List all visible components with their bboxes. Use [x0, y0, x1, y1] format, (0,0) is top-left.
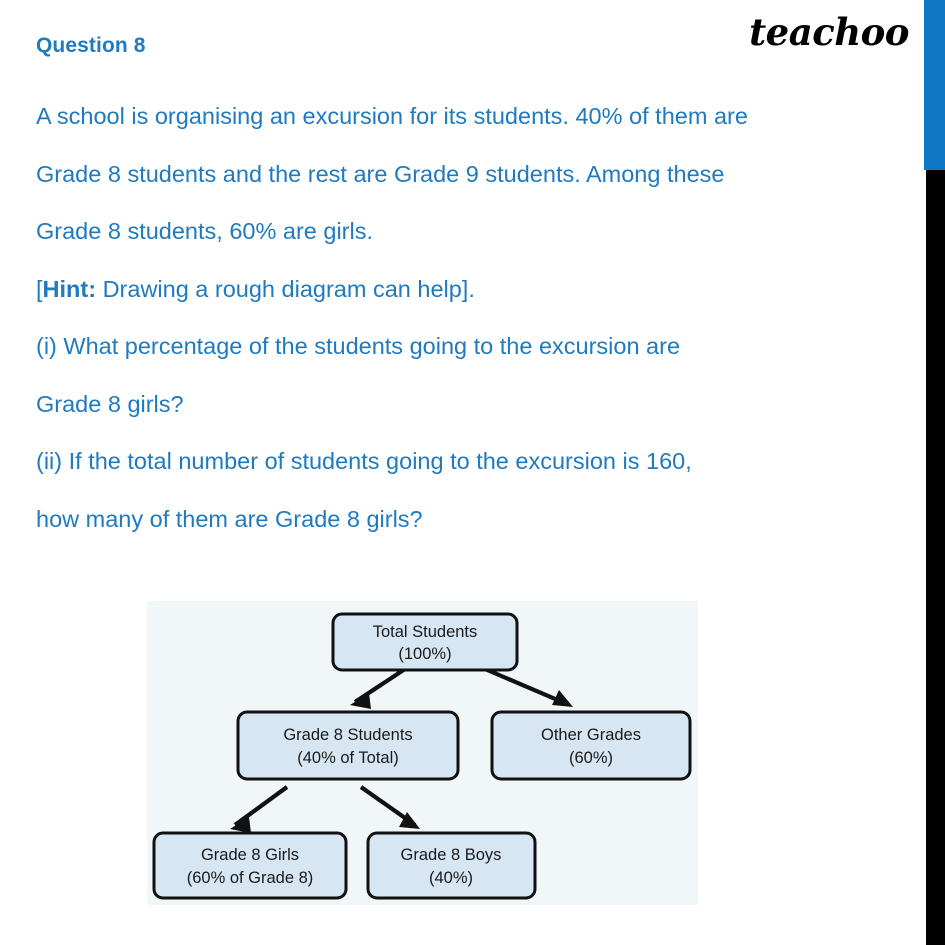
diagram-node-total: [333, 614, 517, 670]
teachoo-logo: teachoo: [749, 10, 909, 54]
tree-diagram-panel: [147, 601, 698, 905]
node-total-line1: Total Students: [372, 623, 478, 641]
page-title: Question 8: [36, 34, 146, 57]
diagram-node-other: [492, 712, 690, 779]
node-girls-box: [154, 833, 346, 898]
diagram-node-girls: [154, 833, 346, 898]
node-boys-line2: (40%): [428, 869, 474, 887]
hint-bracket: [: [36, 275, 43, 302]
node-total-line2: (100%): [398, 645, 452, 663]
question-body: [36, 88, 922, 548]
node-boys-box: [368, 833, 535, 898]
right-edge-black-bar: [926, 170, 945, 945]
question-part-ii-line-2: how many of them are Grade 8 girls?: [36, 505, 423, 532]
node-girls-line2: (60% of Grade 8): [186, 869, 314, 887]
diagram-node-grade8: [238, 712, 458, 779]
edge-grade8-to-girls: [230, 787, 287, 833]
edge-total-to-other: [485, 669, 573, 707]
node-grade8-line2: (40% of Total): [297, 749, 399, 767]
hint-text: Drawing a rough diagram can help].: [96, 275, 475, 302]
question-part-ii-line-1: (ii) If the total number of students going to the excursion is 160,: [36, 448, 692, 474]
question-part-i-line-2: Grade 8 girls?: [36, 390, 184, 417]
node-other-line2: (60%): [568, 749, 614, 767]
node-boys-line1: Grade 8 Boys: [400, 846, 502, 864]
edge-grade8-to-boys: [361, 787, 420, 829]
node-grade8-box: [238, 712, 458, 779]
node-other-line1: Other Grades: [541, 726, 641, 744]
node-other-box: [492, 712, 690, 779]
question-line-3: Grade 8 students, 60% are girls.: [36, 218, 374, 244]
question-part-i-line-1: (i) What percentage of the students going to the excursion are: [36, 333, 681, 359]
question-line-2: Grade 8 students and the rest are Grade 9 students. Among these: [36, 160, 725, 187]
edge-total-to-grade8: [350, 669, 405, 709]
right-edge-blue-bar: [924, 0, 945, 170]
question-line-1: A school is organising an excursion for its students. 40% of them are: [36, 103, 748, 129]
question-hint-line: [36, 261, 922, 319]
node-girls-line1: Grade 8 Girls: [200, 846, 300, 864]
hint-label: Hint:: [42, 275, 97, 302]
node-grade8-line1: Grade 8 Students: [283, 726, 413, 744]
diagram-node-boys: [368, 833, 535, 898]
